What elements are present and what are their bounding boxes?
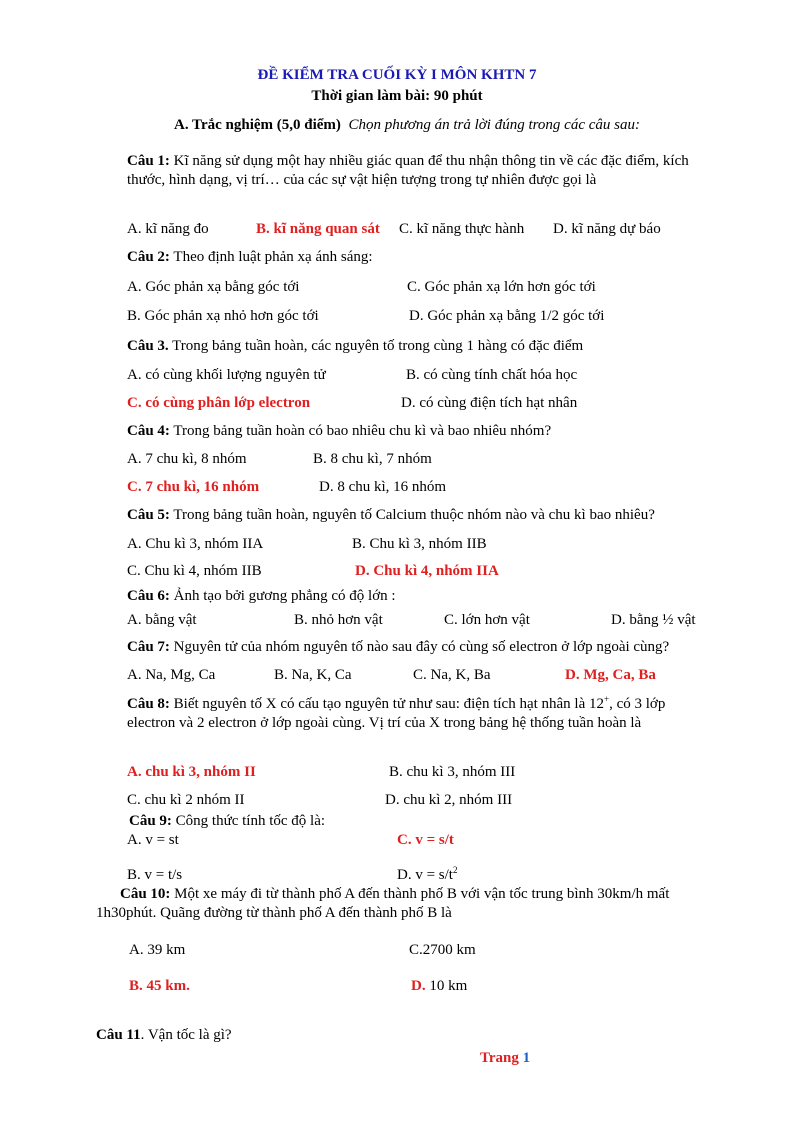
question-text: , có 3 lớp electron và 2 electron ở lớp ngoài cùng. Vị trí của X trong bảng hệ thống tuần hoàn là [127,696,666,731]
question-2 [127,248,373,266]
question-text: Một xe máy đi từ thành phố A đến thành phố B với vận tốc trung bình 30km/h mất 1h30phút. Quãng đường từ thành phố A đến thành phố B là [96,886,670,921]
question-5 [127,506,655,524]
question-text: Theo định luật phản xạ ánh sáng: [173,249,373,265]
option: B. 8 chu kì, 7 nhóm [313,451,432,467]
question-4 [127,422,551,440]
option-correct: B. kĩ năng quan sát [256,221,380,237]
question-text: Ảnh tạo bởi gương phẳng có độ lớn : [173,588,396,604]
question-label: Câu 2: [127,249,170,265]
exam-title: ĐỀ KIỂM TRA CUỐI KỲ I MÔN KHTN 7 [257,67,537,83]
option-correct: D. Mg, Ca, Ba [565,667,656,683]
option-correct: C. v = s/t [397,832,454,848]
question-label: Câu 4: [127,423,170,439]
option: C.2700 km [409,942,476,958]
question-9 [129,812,325,830]
option-correct: D. Chu kì 4, nhóm IIA [355,563,499,579]
option: D. kĩ năng dự báo [553,221,661,237]
option: A. Na, Mg, Ca [127,667,216,683]
option: C. lớn hơn vật [444,612,530,628]
question-7 [127,638,669,656]
page-footer [480,1049,530,1067]
option: D. chu kì 2, nhóm III [385,792,513,808]
option: B. Na, K, Ca [274,667,352,683]
option: D. $v = s/t^2$ [397,865,458,883]
option-correct: C. 7 chu kì, 16 nhóm [127,479,260,495]
option: A. 7 chu kì, 8 nhóm [127,451,247,467]
question-label: Câu 8: [127,696,170,712]
option: C. kĩ năng thực hành [399,221,525,237]
option: A. Góc phản xạ bằng góc tới [127,279,300,295]
question-8 [127,695,697,733]
option: A. kĩ năng đo [127,221,209,237]
option: D. 8 chu kì, 16 nhóm [319,479,447,495]
question-3 [127,337,583,355]
option: B. chu kì 3, nhóm III [389,764,516,780]
option: B. Góc phản xạ nhỏ hơn góc tới [127,308,319,324]
option: B. Chu kì 3, nhóm IIB [352,536,487,552]
question-label: Câu 7: [127,639,170,655]
option: A. Chu kì 3, nhóm IIA [127,536,264,552]
option-correct: B. 45 km. [129,978,190,994]
exam-time: Thời gian làm bài: 90 phút [311,88,483,104]
question-10 [96,885,716,923]
question-text: Trong bảng tuần hoàn, các nguyên tố trong cùng 1 hàng có đặc điểm [172,338,584,354]
option: D. bằng ½ vật [611,612,696,628]
superscript: + [604,694,610,704]
question-6 [127,587,396,605]
question-label: Câu 5: [127,507,170,523]
option-correct: A. chu kì 3, nhóm II [127,764,256,780]
question-label: Câu 1: [127,153,170,169]
option: A. có cùng khối lượng nguyên tử [127,367,326,383]
question-text: Kĩ năng sử dụng một hay nhiều giác quan để thu nhận thông tin về các đặc điểm, kích thước, hình dạng, vị trí… của các sự vật hiện tượng trong tự nhiên được gọi là [127,153,689,188]
option: C. Chu kì 4, nhóm IIB [127,563,262,579]
option: D. Góc phản xạ bằng 1/2 góc tới [409,308,605,324]
option: D. 10 km [411,978,468,994]
option-correct: C. có cùng phân lớp electron [127,395,311,411]
section-label: A. Trắc nghiệm (5,0 điểm) [174,117,341,133]
question-text: Trong bảng tuần hoàn, nguyên tố Calcium thuộc nhóm nào và chu kì bao nhiêu? [173,507,655,523]
option: A. 39 km [129,942,186,958]
section-heading [174,116,640,134]
question-text: Công thức tính tốc độ là: [175,813,326,829]
option: C. Na, K, Ba [413,667,491,683]
question-text: Nguyên tử của nhóm nguyên tố nào sau đây có cùng số electron ở lớp ngoài cùng? [173,639,670,655]
question-label: Câu 11 [96,1027,141,1043]
option: B. có cùng tính chất hóa học [406,367,578,383]
section-instruction: Chọn phương án trả lời đúng trong các câu sau: [348,117,640,133]
option: A. v = st [127,832,179,848]
question-text: . Vận tốc là gì? [140,1027,232,1043]
option: C. Góc phản xạ lớn hơn góc tới [407,279,596,295]
question-label: Câu 6: [127,588,170,604]
option: D. có cùng điện tích hạt nhân [401,395,578,411]
question-label: Câu 9: [129,813,172,829]
question-1 [127,152,697,190]
question-label: Câu 10: [120,886,171,902]
option: A. bằng vật [127,612,197,628]
question-11 [96,1026,232,1044]
superscript: 2 [452,865,458,875]
page-label: Trang [480,1050,519,1066]
question-text: Biết nguyên tố X có cấu tạo nguyên tử như sau: điện tích hạt nhân là 12 [173,696,604,712]
option: B. v = t/s [127,867,183,883]
option: B. nhỏ hơn vật [294,612,383,628]
page-number: 1 [522,1050,531,1066]
question-text: Trong bảng tuần hoàn có bao nhiêu chu kì và bao nhiêu nhóm? [173,423,552,439]
question-label: Câu 3. [127,338,169,354]
option: C. chu kì 2 nhóm II [127,792,245,808]
